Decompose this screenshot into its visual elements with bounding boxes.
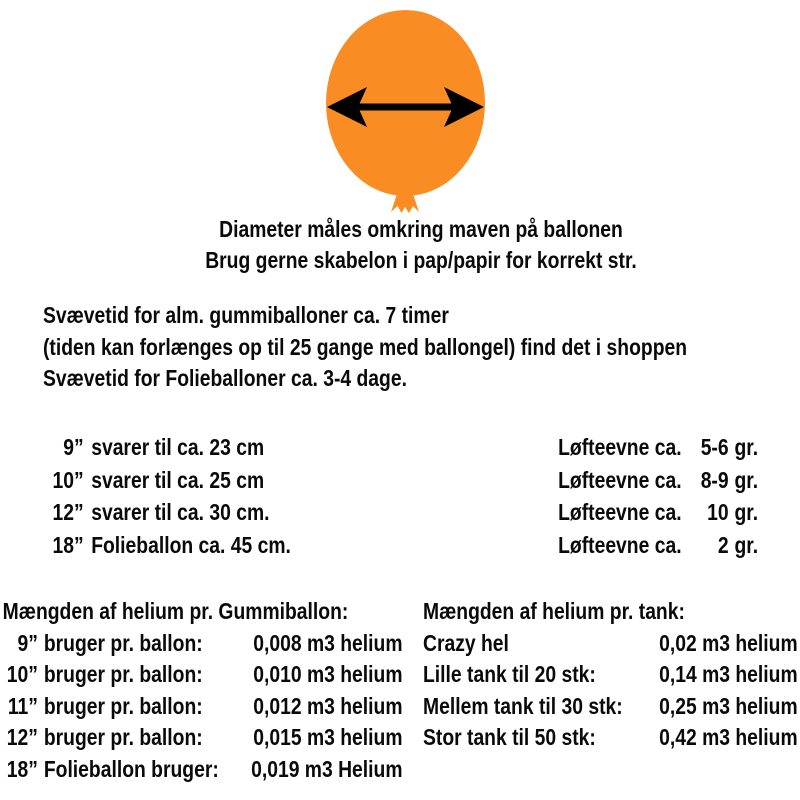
lift-value: 5-6 — [700, 434, 729, 460]
size-row — [45, 431, 291, 464]
float-time-line-3: Svævetid for Folieballoner ca. 3-4 dage. — [43, 365, 407, 391]
size-table-lift-column — [558, 431, 758, 561]
size-inches: 18” — [52, 531, 84, 558]
lift-unit: gr. — [734, 466, 758, 493]
helium-tank-row — [423, 691, 798, 723]
size-inches: 10” — [52, 466, 84, 493]
caption-line-2: Brug gerne skabelon i pap/papir for korrekt str. — [205, 247, 637, 273]
float-time-line-1: Svævetid for alm. gummiballoner ca. 7 timer — [43, 302, 449, 328]
helium-balloon-row — [1, 628, 403, 660]
helium-tank-value: 0,25 m3 helium — [659, 692, 798, 719]
helium-balloon-value: 0,019 m3 Helium — [251, 755, 403, 782]
lift-label: Løfteevne ca. — [557, 466, 682, 493]
helium-balloon-row — [1, 691, 403, 723]
lift-unit: gr. — [734, 531, 758, 558]
size-row — [45, 529, 291, 562]
helium-per-tank-section — [423, 596, 798, 754]
lift-label: Løfteevne ca. — [557, 499, 682, 525]
diameter-caption — [119, 214, 724, 276]
helium-balloon-value: 0,010 m3 helium — [253, 661, 403, 687]
balloon-knot — [391, 194, 419, 213]
balloon-illustration — [324, 8, 487, 216]
helium-balloon-label: bruger pr. ballon: — [43, 724, 203, 750]
size-description: svarer til ca. 25 cm — [91, 466, 265, 493]
size-row — [45, 464, 291, 497]
helium-balloon-label: bruger pr. ballon: — [43, 629, 203, 656]
helium-per-balloon-title: Mængden af helium pr. Gummiballon: — [2, 598, 349, 624]
lift-value: 8-9 — [700, 466, 729, 493]
lift-row — [558, 431, 758, 464]
lift-label: Løfteevne ca. — [557, 531, 682, 558]
helium-balloon-label: bruger pr. ballon: — [43, 692, 203, 719]
helium-tank-label: Mellem tank til 30 stk: — [423, 692, 623, 719]
helium-balloon-value: 0,015 m3 helium — [253, 724, 403, 750]
helium-tank-value: 0,14 m3 helium — [659, 661, 798, 687]
helium-balloon-row — [1, 754, 403, 786]
helium-tank-value: 0,42 m3 helium — [659, 724, 798, 750]
helium-balloon-value: 0,008 m3 helium — [253, 629, 403, 656]
helium-balloon-row — [1, 722, 403, 754]
lift-row — [558, 464, 758, 497]
lift-value: 2 — [717, 531, 729, 558]
size-inches: 18” — [6, 755, 38, 782]
size-inches: 12” — [6, 724, 38, 750]
helium-tank-row — [423, 659, 798, 691]
helium-tank-row — [423, 722, 798, 754]
size-description: Folieballon ca. 45 cm. — [91, 531, 291, 558]
helium-per-tank-title: Mængden af helium pr. tank: — [423, 598, 685, 624]
helium-balloon-row — [1, 659, 403, 691]
size-table-sizes-column — [45, 431, 291, 561]
lift-value: 10 — [706, 499, 729, 525]
size-description: svarer til ca. 30 cm. — [91, 499, 270, 525]
float-time-paragraph — [43, 300, 687, 395]
helium-tank-row — [423, 628, 798, 660]
helium-tank-label: Crazy hel — [423, 629, 509, 656]
helium-balloon-value: 0,012 m3 helium — [253, 692, 403, 719]
helium-balloon-label: bruger pr. ballon: — [43, 661, 203, 687]
helium-tank-label: Stor tank til 50 stk: — [423, 724, 596, 750]
lift-row — [558, 496, 758, 529]
size-inches: 11” — [7, 692, 38, 719]
size-description: svarer til ca. 23 cm — [91, 434, 265, 460]
helium-tank-value: 0,02 m3 helium — [659, 629, 798, 656]
size-inches: 12” — [52, 499, 84, 525]
lift-unit: gr. — [734, 434, 758, 460]
lift-row — [558, 529, 758, 562]
helium-tank-label: Lille tank til 20 stk: — [423, 661, 596, 687]
size-inches: 10” — [6, 661, 38, 687]
size-row — [45, 496, 291, 529]
size-inches: 9” — [63, 434, 84, 460]
helium-balloon-label: Folieballon bruger: — [43, 755, 219, 782]
caption-line-1: Diameter måles omkring maven på ballonen — [219, 216, 623, 242]
size-inches: 9” — [17, 629, 38, 656]
float-time-line-2: (tiden kan forlænges op til 25 gange med ballongel) find det i shoppen — [43, 333, 688, 360]
helium-per-balloon-section — [1, 596, 403, 785]
lift-label: Løfteevne ca. — [557, 434, 682, 460]
lift-unit: gr. — [734, 499, 758, 525]
